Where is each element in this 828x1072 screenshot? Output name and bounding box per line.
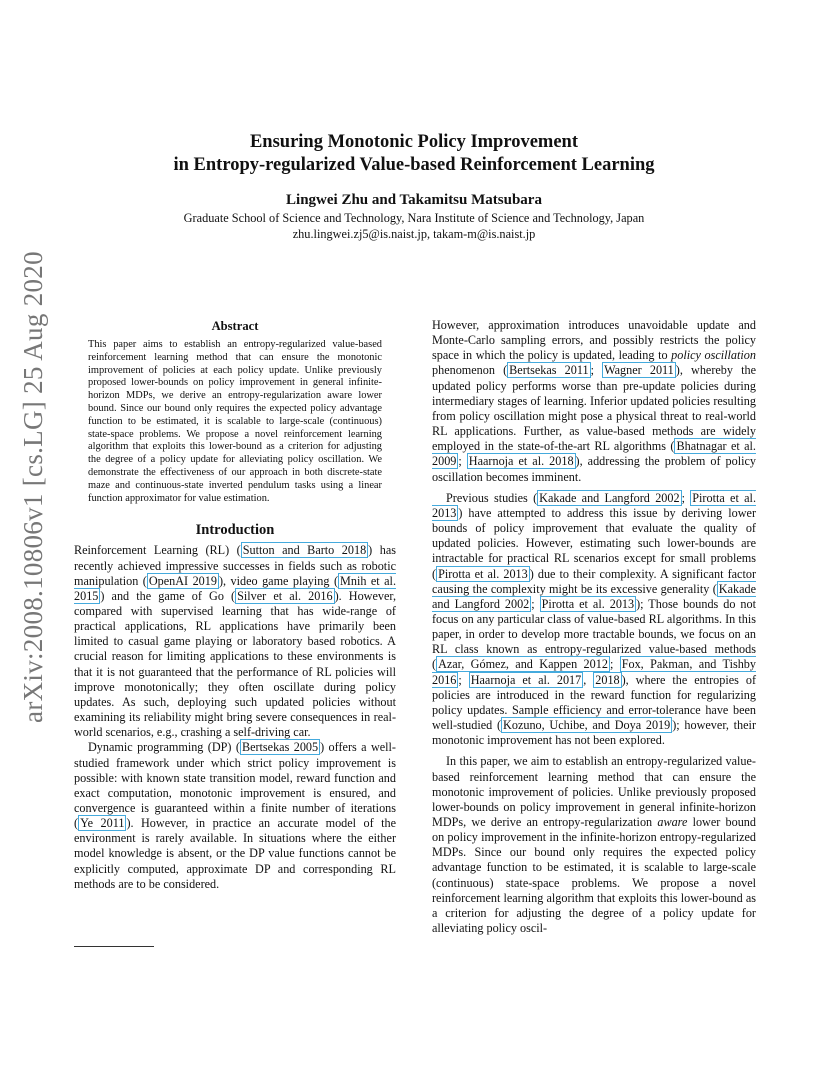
text-run: ;: [531, 596, 540, 611]
text-run: ,: [583, 672, 594, 687]
right-paragraph-1: [432, 318, 756, 485]
emphasis-text: policy oscillation: [671, 348, 756, 363]
text-run: ;: [458, 672, 469, 687]
text-run: ) and the game of Go (: [100, 588, 236, 603]
text-run: ), addressing the problem of policy oscillation becomes imminent.: [432, 454, 757, 484]
citation-link[interactable]: Sutton and Barto 2018: [242, 543, 367, 558]
citation-link[interactable]: Pirotta et al. 2013: [438, 566, 528, 581]
left-column: [74, 318, 396, 892]
author-emails: zhu.lingwei.zj5@is.naist.jp, takam-m@is.naist.jp: [292, 226, 536, 241]
text-run: ), where the entropies of policies are introduced in the reward function for regularizing policy updates. Sample efficiency and error-tolerance have been well-studied (: [432, 672, 757, 733]
text-run: ), video game playing (: [218, 573, 339, 588]
text-run: ) offers a well-studied framework under which strict policy improvement is possible: with known state transition model, reward function and exact computation, monotonic improvement is ensured, and convergence is guaranteed within a finite number of iterations (: [74, 740, 396, 831]
emphasis-text: aware: [657, 815, 688, 829]
citation-link[interactable]: Pirotta et al. 2013: [432, 490, 756, 520]
citation-link[interactable]: Pirotta et al. 2013: [541, 596, 635, 611]
text-run: ), whereby the updated policy performs worse than pre-update policies during intermediary stages of learning. Inferior updated policies resulting from policy oscillation might pose a physical threat to real-world RL applications. Further, as value-based methods are widely employed in the state-of-the-art RL algorithms (: [432, 363, 757, 454]
introduction-heading: Introduction: [195, 522, 275, 539]
citation-link[interactable]: Bertsekas 2005: [241, 740, 319, 755]
affiliation: Graduate School of Science and Technology, Nara Institute of Science and Technology, Japan: [183, 211, 645, 225]
text-run: phenomenon (: [432, 363, 508, 378]
citation-link[interactable]: Ye 2011: [80, 816, 125, 831]
text-run: ) has recently achieved impressive successes in fields such as robotic manipulation (: [74, 543, 396, 588]
text-run: However, approximation introduces unavoidable update and Monte-Carlo sampling errors, and possibly restricts the policy space in which the policy is updated, leading to: [432, 318, 756, 363]
arxiv-identifier: arXiv:2008.10806v1 [cs.LG] 25 Aug 2020: [18, 251, 48, 723]
text-run: ;: [609, 657, 620, 672]
affiliation-block: [74, 211, 754, 242]
intro-paragraph-2: [74, 740, 396, 892]
citation-link[interactable]: Bhatnagar et al. 2009: [432, 439, 756, 469]
text-run: lower bound on policy improvement in the infinite-horizon entropy-regularized MDPs. Since our bound only requires the expected policy advantage function to be estimated, it is scalable to large-scale (continuous) state-space problems. We propose a novel reinforcement learning algorithm that exploits this lower-bound as a criterion for adjusting the degree of a policy update for alleviating policy oscil-: [432, 815, 756, 936]
authors: Lingwei Zhu and Takamitsu Matsubara: [286, 192, 542, 208]
citation-link[interactable]: Wagner 2011: [604, 363, 674, 378]
right-column: [432, 318, 756, 936]
text-run: Dynamic programming (DP) (: [88, 740, 240, 755]
citation-link[interactable]: OpenAI 2019: [148, 573, 217, 588]
right-paragraph-3: [432, 754, 756, 936]
citation-link[interactable]: Haarnoja et al. 2017: [470, 672, 582, 687]
citation-link[interactable]: Mnih et al. 2015: [74, 573, 396, 603]
text-run: ;: [681, 490, 691, 505]
abstract-text: This paper aims to establish an entropy-regularized value-based reinforcement learning method that can ensure the monotonic improvement of policies at each policy update. Unlike previously proposed lower-bounds on policy improvement in general infinite-horizon MDPs, we derive an entropy-regularization aware lower bound. Since our bound only requires the expected policy advantage function to be estimated, it is scalable to large-scale (continuous) state-space problems. We propose a novel reinforcement learning algorithm that exploits this lower-bound as a criterion for adjusting the degree of a policy update for alleviating policy oscillation. We demonstrate the effectiveness of our approach in both discrete-state maze and continuous-state inverted pendulum tasks using a linear function approximator for value estimation.: [88, 339, 382, 504]
right-paragraph-2: [432, 491, 756, 749]
text-run: Previous studies (: [446, 490, 538, 505]
intro-paragraph-1: [74, 543, 396, 740]
text-run: ); however, their monotonic improvement has not been explored.: [432, 718, 756, 748]
text-run: ); Those bounds do not focus on any particular class of value-based RL algorithms. In this paper, in order to develop more tractable bounds, we focus on an RL class known as entropy-regularized value-based methods (: [432, 596, 757, 672]
abstract-heading: Abstract: [211, 319, 259, 333]
footnote-divider: [74, 946, 154, 947]
text-run: ;: [590, 363, 603, 378]
title-line-2: in Entropy-regularized Value-based Reinforcement Learning: [173, 155, 655, 175]
citation-link[interactable]: Kozuno, Uchibe, and Doya 2019: [503, 718, 671, 733]
text-run: ). However, in practice an accurate model of the environment is rarely available. In situations where the either model knowledge is absent, or the DP value functions cannot be explicitly computed, approximate DP and corresponding RL methods are to be considered.: [74, 816, 397, 891]
text-run: ;: [458, 454, 467, 469]
citation-link[interactable]: Kakade and Langford 2002: [432, 581, 756, 611]
text-run: Reinforcement Learning (RL) (: [74, 543, 241, 558]
text-run: ) have attempted to address this issue by deriving lower bounds of policy improvement that evaluate the quality of updated policies. However, estimating such lower-bounds are intractable for practical RL scenarios except for small problems (: [432, 505, 756, 581]
citation-link[interactable]: Fox, Pakman, and Tishby 2016: [432, 657, 756, 687]
text-run: ) due to their complexity. A significant factor causing the complexity might be its excessive generality (: [432, 566, 757, 596]
citation-link[interactable]: Bertsekas 2011: [509, 363, 589, 378]
text-run: ). However, compared with supervised learning that has wide-range of practical applications, RL applications have primarily been limited to casual game playing or laboratory based robotics. A crucial reason for limiting applications to these environments is that it is not guaranteed that the performance of RL policies will improve monotonically; they often oscillate during policy updates. As such, deploying such updated policies without examining its reliability might bring severe consequences in real-world scenarios, e.g., crashing a self-driving car.: [74, 588, 397, 740]
text-run: In this paper, we aim to establish an entropy-regularized value-based reinforcement learning method that can ensure the monotonic improvement of policies. Unlike previously proposed lower-bounds on policy improvement in general infinite-horizon MDPs, we derive an entropy-regularization: [432, 754, 756, 829]
citation-link[interactable]: Azar, Gómez, and Kappen 2012: [438, 657, 608, 672]
citation-link[interactable]: Silver et al. 2016: [237, 588, 333, 603]
paper-title: [74, 131, 754, 177]
citation-link[interactable]: Haarnoja et al. 2018: [468, 454, 574, 469]
citation-link[interactable]: Kakade and Langford 2002: [539, 490, 680, 505]
citation-link[interactable]: 2018: [595, 672, 620, 687]
title-line-1: Ensuring Monotonic Policy Improvement: [249, 132, 579, 152]
